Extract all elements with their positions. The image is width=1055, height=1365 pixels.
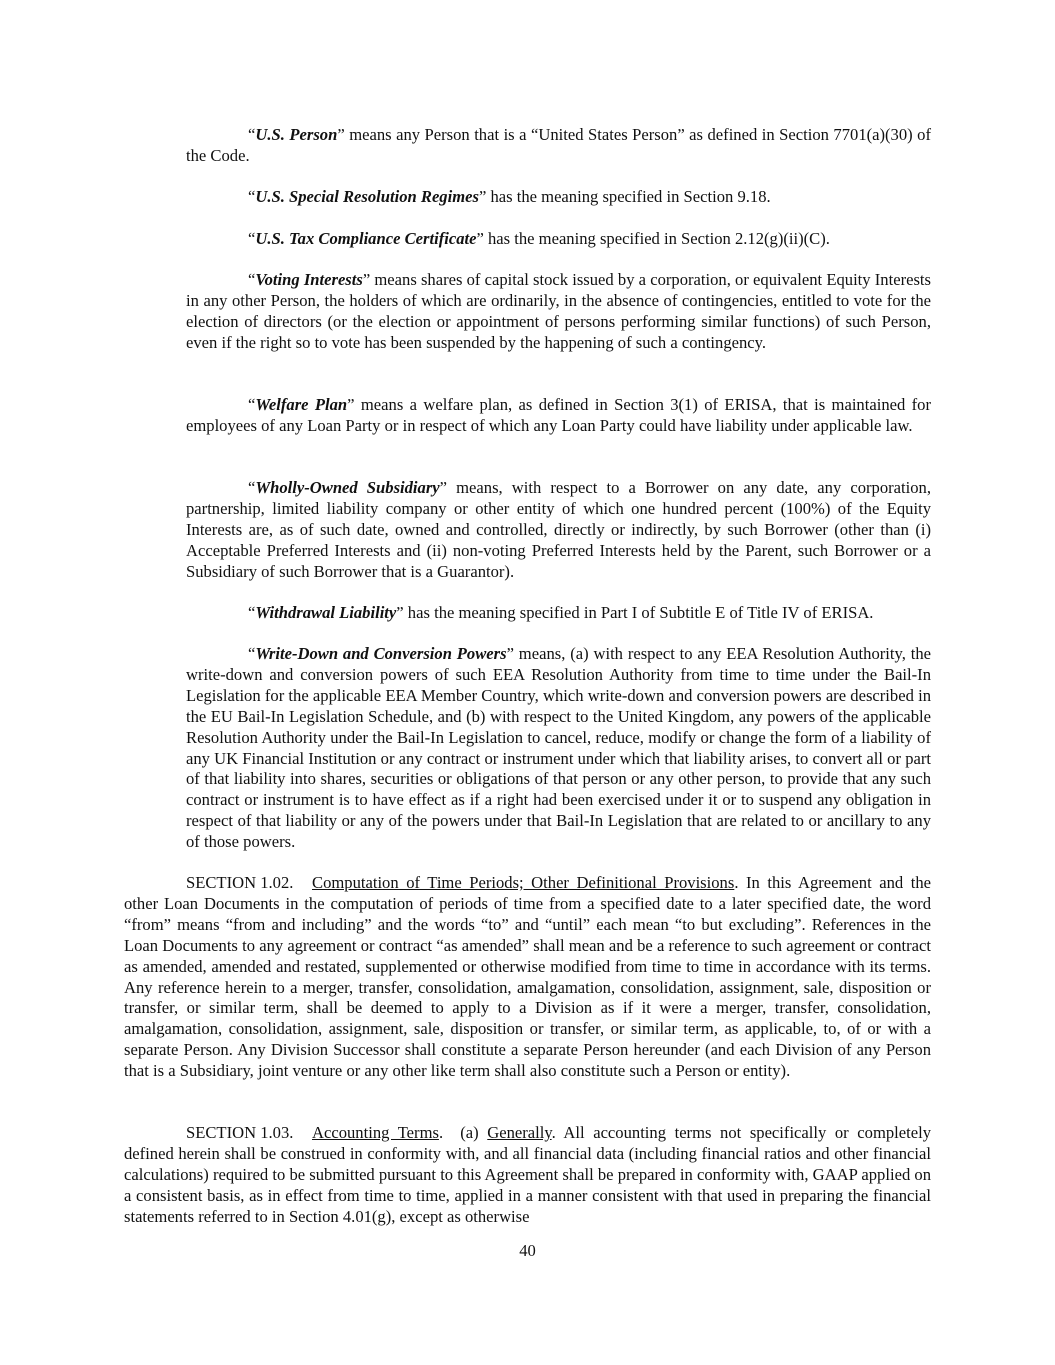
section-text: . All accounting terms not specifically or completely defined herein shall be construed in conformity with, and all financial data (including financial ratios and other financial calculations) required to be submitted pursuant to this Agreement shall be prepared in conformity with, GAAP applied on a consistent basis, as in effect from time to time, applied in a manner consistent with that used in preparing the financial statements referred to in Section 4.01(g), except as otherwise [124,1123,932,1226]
section-1-03 [124,1123,931,1228]
section-title-period: . [734,873,739,892]
definition-text: ” means a welfare plan, as defined in Section 3(1) of ERISA, that is maintained for employees of any Loan Party or in respect of which any Loan Party could have liability under applicable law. [186,395,931,435]
definition-text: ” means shares of capital stock issued by a corporation, or equivalent Equity Interests in any other Person, the holders of which are ordinarily, in the absence of contingencies, entitled to vote for the election of directors (or the election or appointment of persons performing similar functions) of such Person, even if the right so to vote has been suspended by the happening of such a contingency. [186,270,931,352]
open-quote: “ [248,187,256,206]
section-title: Accounting Terms [312,1123,439,1142]
definition-text: ” means any Person that is a “United States Person” as defined in Section 7701(a)(30) of the Code. [186,125,931,165]
open-quote: “ [248,603,256,622]
definition-text: ” means, with respect to a Borrower on any date, any corporation, partnership, limited liability company or other entity of which one hundred percent (100%) of the Equity Interests are, as of such date, owned and controlled, directly or indirectly, by such Borrower (other than (i) Acceptable Preferred Interests and (ii) non-voting Preferred Interests held by the Parent, such Borrower or a Subsidiary of such Borrower that is a Guarantor). [186,478,931,581]
defined-term: Welfare Plan [255,395,348,414]
definition-voting-interests [186,270,931,354]
definition-us-tax-compliance-certificate [186,229,931,250]
defined-term: U.S. Person [255,125,338,144]
open-quote: “ [248,395,256,414]
defined-term: Voting Interests [255,270,363,289]
definition-welfare-plan [186,395,931,437]
subsection-label: (a) [443,1123,488,1142]
definition-wholly-owned-subsidiary [186,478,931,583]
section-title: Computation of Time Periods; Other Definitional Provisions [312,873,735,892]
section-1-02 [124,873,931,1082]
definition-text: ” has the meaning specified in Part I of Subtitle E of Title IV of ERISA. [396,603,874,622]
open-quote: “ [248,229,256,248]
open-quote: “ [248,478,256,497]
open-quote: “ [248,644,256,663]
definition-text: ” has the meaning specified in Section 9.18. [478,187,771,206]
open-quote: “ [248,125,256,144]
defined-term: Withdrawal Liability [255,603,397,622]
defined-term: Write-Down and Conversion Powers [255,644,507,663]
section-number: SECTION 1.03. [186,1123,294,1142]
defined-term: Wholly-Owned Subsidiary [255,478,440,497]
open-quote: “ [248,270,256,289]
page-number: 40 [519,1241,536,1260]
definition-us-special-resolution-regimes [186,187,931,208]
definition-us-person [186,125,931,167]
definition-text: ” means, (a) with respect to any EEA Resolution Authority, the write-down and conversion powers of such EEA Resolution Authority from time to time under the Bail-In Legislation for the applicable EEA Member Country, which write-down and conversion powers are described in the EU Bail-In Legislation Schedule, and (b) with respect to the United Kingdom, any powers of the applicable Resolution Authority under the Bail-In Legislation to cancel, reduce, modify or change the form of a liability of any UK Financial Institution or any contract or instrument under which that liability arises, to convert all or part of that liability into shares, securities or obligations of that person or any other person, to provide that any such contract or instrument is to have effect as if a right had been exercised under it or to suspend any obligation in respect of that liability or any of the powers under that Bail-In Legislation that are related to or ancillary to any of those powers. [186,644,931,852]
defined-term: U.S. Special Resolution Regimes [255,187,479,206]
definition-withdrawal-liability [186,603,931,624]
defined-term: U.S. Tax Compliance Certificate [255,229,477,248]
subsection-title: Generally [487,1123,552,1142]
definition-write-down-and-conversion-powers [186,644,931,853]
section-title-period: . [438,1123,444,1142]
section-text: In this Agreement and the other Loan Documents in the computation of periods of time from a specified date to a later specified date, the word “from” means “from and including” and the words “to” and “until” each mean “to but excluding”. References in the Loan Documents to any agreement or contract “as amended” shall mean and be a reference to such agreement or contract as amended, amended and restated, supplemented or otherwise modified from time to time in accordance with its terms. Any reference herein to a merger, transfer, consolidation, amalgamation, consolidation, assignment, sale, disposition or transfer, or similar term, shall be deemed to apply to a Division as if it were a merger, transfer, consolidation, amalgamation, consolidation, assignment, sale, disposition or transfer, or similar term, as applicable, to, of or with a separate Person. Any Division Successor shall constitute a separate Person hereunder (and each Division of any Person that is a Subsidiary, joint venture or any other like term shall also constitute such a Person or entity). [124,873,932,1081]
section-number: SECTION 1.02. [186,873,294,892]
definition-text: ” has the meaning specified in Section 2.12(g)(ii)(C). [476,229,830,248]
